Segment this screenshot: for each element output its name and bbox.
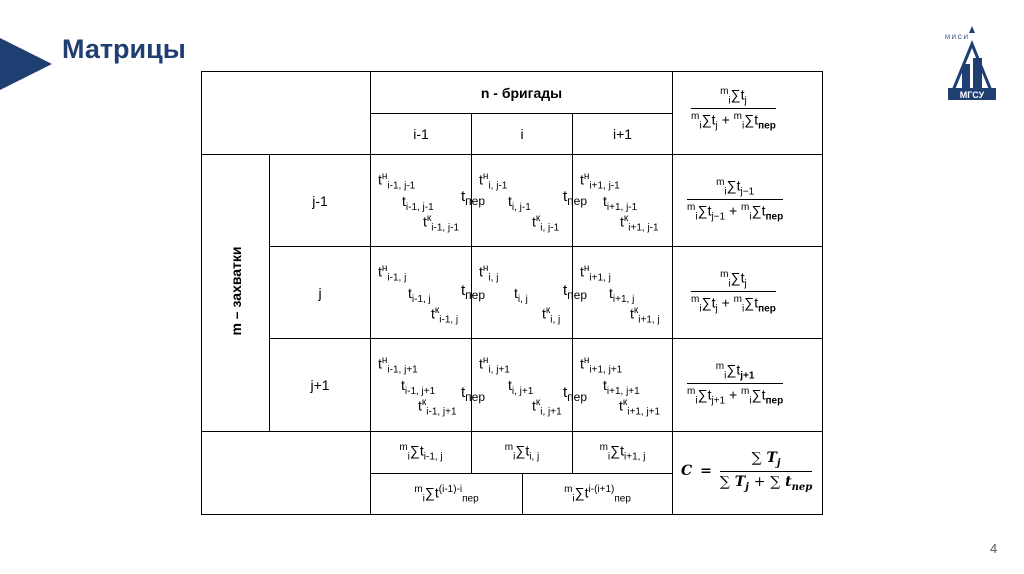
bottom-per-sum-2: $^m_i\sum t^{i-(i+1)}_{пер}$	[522, 473, 673, 515]
c-formula-cell	[672, 431, 823, 515]
cell-r2-c1: $t^н_{i-1, j}$ $t_{i-1, j}$ $t^к_{i-1, j}$	[370, 246, 472, 339]
page-number: 4	[990, 541, 998, 556]
svg-text:М И С И: М И С И	[945, 35, 968, 41]
cell-r3-c3: $t^н_{i+1, j+1}$ $t_{i+1, j+1}$ $t^к_{i+1, j+1}$	[572, 338, 673, 432]
formula-cell-r3	[672, 338, 823, 432]
t-per-r1-a: $t_{пер}$	[461, 188, 486, 208]
bottom-sum-i: $^m_i\sum t_{i, j}$	[471, 431, 573, 474]
svg-text:МГСУ: МГСУ	[959, 90, 985, 100]
row-header-j-plus-1: j+1	[269, 338, 371, 432]
col-header-i-minus-1: i-1	[370, 113, 472, 155]
page-title: Матрицы	[62, 34, 186, 64]
cell-r3-c2: $t^н_{i, j+1}$ $t_{i, j+1}$ $t^к_{i, j+1}$	[471, 338, 573, 432]
c-formula: C = ∑ $T_j$ ∑ $T_j$ + ∑ $t_{пер}$	[681, 450, 813, 493]
bottom-per-sum-1: $^m_i\sum t^{(i-1)-i}_{пер}$	[370, 473, 523, 515]
cell-r1-c2: $t^н_{i, j-1}$ $t_{i, j-1}$ $t^к_{i, j-1}$	[471, 154, 573, 247]
t-per-r1-b: $t_{пер}$	[563, 188, 588, 208]
header-n-brigades: n - бригады	[370, 71, 673, 114]
title-triangle-decoration	[0, 38, 52, 90]
cell-r3-c1: $t^н_{i-1, j+1}$ $t_{i-1, j+1}$ $t^к_{i-1, j+1}$	[370, 338, 472, 432]
row-header-j-minus-1: j-1	[269, 154, 371, 247]
cell-r1-c3: $t^н_{i+1, j-1}$ $t_{i+1, j-1}$ $t^к_{i+1, j-1}$	[572, 154, 673, 247]
mgsu-logo	[944, 24, 1000, 104]
bottom-left-empty-cell	[201, 431, 371, 515]
fraction-r1: $^m_i\sum t_{j-1}$ $^m_i\sum t_{j-1} + ^m_i\sum t_{пер}$	[687, 177, 784, 223]
cell-r2-c3: $t^н_{i+1, j}$ $t_{i+1, j}$ $t^к_{i+1, j}$	[572, 246, 673, 339]
t-per-r3-b: $t_{пер}$	[563, 384, 588, 404]
bottom-sum-i-plus-1: $^m_i\sum t_{i+1, j}$	[572, 431, 673, 474]
header-formula-cell	[672, 71, 823, 155]
formula-cell-r2	[672, 246, 823, 339]
cell-r2-c2: $t^н_{i, j}$ $t_{i, j}$ $t^к_{i, j}$	[471, 246, 573, 339]
row-label-m-zakhvatki: m – захватки	[228, 246, 244, 336]
fraction-r2: $^m_i\sum t_j$ $^m_i\sum t_j + ^m_i\sum t_{пер}$	[691, 269, 776, 315]
corner-cell	[201, 71, 371, 155]
t-per-r2-b: $t_{пер}$	[563, 282, 588, 302]
col-header-i: i	[471, 113, 573, 155]
t-per-r3-a: $t_{пер}$	[461, 384, 486, 404]
formula-cell-r1	[672, 154, 823, 247]
row-header-j: j	[269, 246, 371, 339]
bottom-sum-i-minus-1: $^m_i\sum t_{i-1, j}$	[370, 431, 472, 474]
col-header-i-plus-1: i+1	[572, 113, 673, 155]
fraction-r3: $^m_i\sum t_{j+1}$ $^m_i\sum t_{j+1} + ^m_i\sum t_{пер}$	[687, 361, 784, 407]
cell-r1-c1: $t^н_{i-1, j-1}$ $t_{i-1, j-1}$ $t^к_{i-1, j-1}$	[370, 154, 472, 247]
t-per-r2-a: $t_{пер}$	[461, 282, 486, 302]
row-label-cell	[201, 154, 270, 432]
header-fraction: $^m_i\sum t_j$ $^m_i\sum t_j + ^m_i\sum t_{пер}$	[691, 86, 776, 132]
